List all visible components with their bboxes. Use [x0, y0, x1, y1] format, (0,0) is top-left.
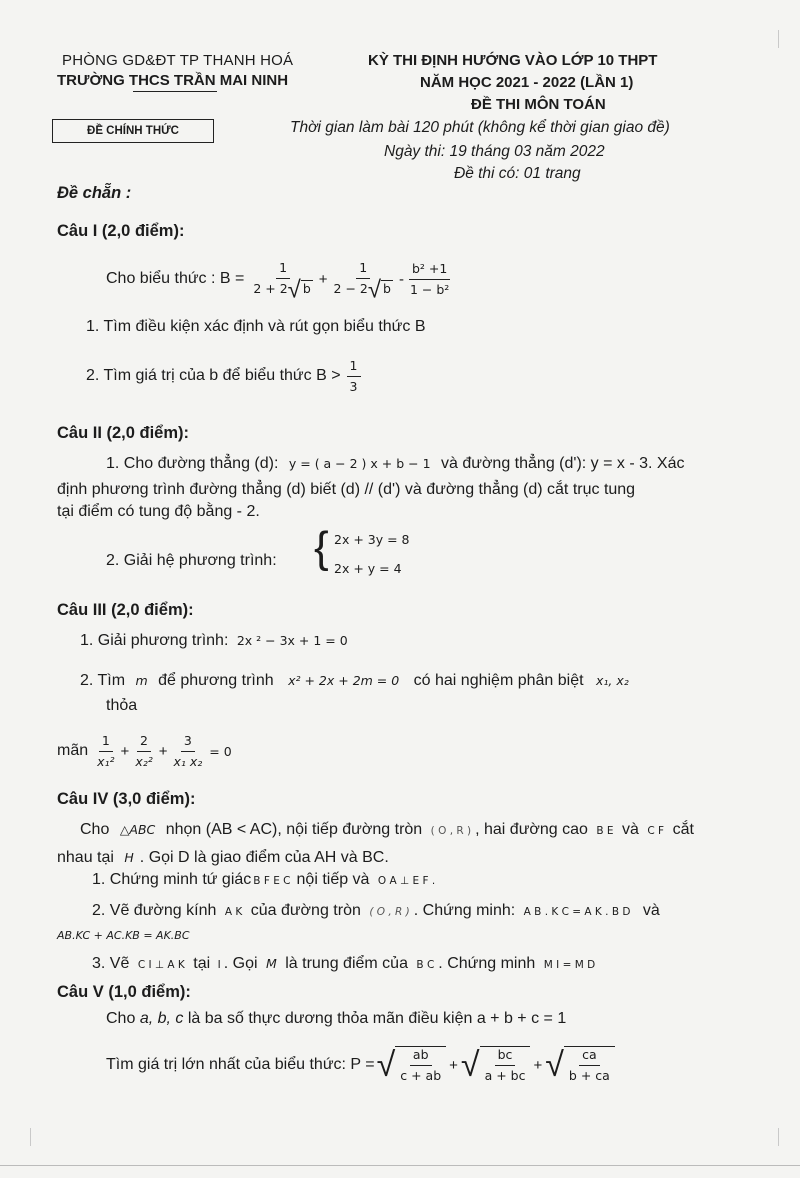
brace-icon: {: [314, 523, 329, 572]
q3-part2: [80, 672, 629, 690]
q4-l1-circle: ( O , R ): [430, 825, 472, 837]
q1-part2-text: 2. Tìm giá trị của b để biểu thức B >: [86, 367, 341, 384]
sqrt-icon: √: [376, 1045, 396, 1084]
q3-c3-num: 3: [181, 733, 195, 752]
q2-p1-eq: y = ( a − 2 ) x + b − 1: [288, 456, 431, 471]
q3-p1-eq: 2x ² − 3x + 1 = 0: [236, 633, 348, 648]
page-corner-mark: [760, 30, 779, 48]
exam-date: Ngày thi: 19 tháng 03 năm 2022: [384, 143, 605, 160]
q5-s1-num: ab: [410, 1047, 432, 1066]
q1-f3-num: b² +1: [409, 261, 450, 280]
q4-p3-c: . Gọi: [223, 955, 258, 972]
q4-part2-line1: [92, 902, 660, 920]
q1-f1-rad: b: [302, 281, 311, 297]
q1-part2: [86, 355, 361, 397]
q2-p1-a: 1. Cho đường thẳng (d):: [106, 455, 279, 472]
q1-intro: Cho biểu thức : B =: [106, 270, 245, 287]
q5-plus-2: +: [533, 1056, 543, 1074]
q4-p3-m: M: [265, 956, 277, 971]
q4-p2-d: và: [642, 902, 660, 919]
school-year: NĂM HỌC 2021 - 2022 (LẦN 1): [420, 74, 634, 91]
q1-f2-rad: b: [383, 281, 391, 297]
q5-s1-den: c + ab: [400, 1068, 442, 1083]
q4-line1: [80, 821, 694, 839]
q5-root-1: [395, 1046, 446, 1084]
q1-fraction-2: [331, 260, 396, 304]
q5-l2: Tìm giá trị lớn nhất của biểu thức: P =: [106, 1056, 375, 1073]
q2-part1-line2: định phương trình đường thẳng (d) biết (d) // (d') và đường thẳng (d) cắt trục tung: [57, 481, 636, 498]
q2-system-eq2: 2x + y = 4: [334, 561, 402, 576]
page-bottom-rule: [0, 1165, 800, 1166]
q5-s2-den: a + bc: [484, 1068, 526, 1083]
q3-cond-frac-2: [132, 733, 155, 770]
school-name: TRƯỜNG THCS TRẦN MAI NINH: [57, 72, 289, 89]
sqrt-icon: √: [287, 275, 301, 304]
q3-p2-b: để phương trình: [158, 672, 274, 689]
q5-title: Câu V (1,0 điểm):: [57, 983, 191, 1001]
q3-p2-c: có hai nghiệm phân biệt: [413, 672, 584, 689]
department-name: PHÒNG GD&ĐT TP THANH HOÁ: [62, 52, 294, 69]
exam-name: KỲ THI ĐỊNH HƯỚNG VÀO LỚP 10 THPT: [368, 52, 658, 69]
q4-l2-h: H: [124, 850, 134, 865]
q4-l1-triangle: △ABC: [119, 822, 156, 837]
q3-c2-den: x₂²: [135, 753, 153, 769]
q1-part1: 1. Tìm điều kiện xác định và rút gọn biểu thức B: [86, 318, 426, 335]
q5-l1-a: Cho: [106, 1010, 136, 1027]
page-corner-mark: [30, 1128, 49, 1146]
q3-c2-num: 2: [137, 733, 151, 752]
q3-cond-frac-3: [171, 733, 206, 770]
q2-part2: 2. Giải hệ phương trình:: [106, 552, 277, 569]
q3-part1: [80, 632, 348, 650]
q4-l2-b: . Gọi D là giao điểm của AH và BC.: [139, 849, 389, 866]
q4-l1-c: , hai đường cao: [475, 821, 588, 838]
q1-plus: +: [318, 270, 328, 288]
q5-l1-b: là ba số thực dương thỏa mãn điều kiện a + b + c = 1: [187, 1010, 567, 1027]
q4-p2-a: 2. Vẽ đường kính: [92, 902, 217, 919]
q3-title: Câu III (2,0 điểm):: [57, 601, 194, 619]
q2-system-eq1: 2x + 3y = 8: [334, 532, 410, 547]
q5-s3-den: b + ca: [568, 1068, 610, 1083]
q1-p2-den: 3: [349, 378, 358, 394]
q4-p3-e: . Chứng minh: [438, 955, 536, 972]
q1-expression: [106, 252, 452, 306]
q1-f2-num: 1: [356, 260, 370, 279]
q4-p3-a: 3. Vẽ: [92, 955, 130, 972]
q5-s2-num: bc: [495, 1047, 516, 1066]
q3-c1-num: 1: [99, 733, 113, 752]
q1-fraction-1: [250, 260, 315, 304]
q4-p2-eq1: A B . K C = A K . B D: [523, 906, 631, 918]
q4-p3-eq: M I = M D: [543, 959, 596, 971]
q4-l1-b: nhọn (AB < AC), nội tiếp đường tròn: [165, 821, 423, 838]
q3-p2-m: m: [135, 673, 148, 688]
q1-title: Câu I (2,0 điểm):: [57, 222, 185, 240]
q5-root-3: [564, 1046, 615, 1084]
q4-p2-eq2: AB.KC + AC.KB = AK.BC: [57, 929, 190, 942]
q4-l1-a: Cho: [80, 821, 110, 838]
sqrt-icon: √: [545, 1045, 564, 1084]
q1-f1-den: 2 + 2: [253, 281, 288, 297]
q4-l1-e: cắt: [672, 821, 694, 838]
q4-title: Câu IV (3,0 điểm):: [57, 790, 196, 808]
q4-p2-ak: A K: [224, 906, 243, 918]
q4-p2-b: của đường tròn: [250, 902, 361, 919]
q4-l1-d: và: [622, 821, 639, 838]
q4-part3: [92, 955, 595, 973]
q4-p3-bc: B C: [416, 959, 435, 971]
q3-condition: [57, 725, 232, 777]
q4-line2: [57, 849, 389, 867]
q4-p1-quad: B F E C: [253, 875, 291, 887]
q4-p1-a: 1. Chứng minh tứ giác: [92, 871, 252, 888]
q3-cond-mann: mãn: [57, 742, 89, 759]
q3-c1-den: x₁²: [97, 753, 115, 769]
q2-p1-b: và đường thẳng (d'): y = x - 3. Xác: [440, 455, 685, 472]
q3-p2-a: 2. Tìm: [80, 672, 126, 689]
q3-p2-thoa: thỏa: [106, 697, 138, 714]
exam-subject: ĐỀ THI MÔN TOÁN: [471, 96, 606, 113]
q3-cond-plus-2: +: [158, 742, 168, 760]
page-corner-mark: [760, 1128, 779, 1146]
q4-l1-be: B E: [596, 825, 614, 837]
q2-part1-line3: tại điểm có tung độ bằng - 2.: [57, 503, 260, 520]
q1-f2-den: 2 − 2: [333, 281, 368, 297]
q3-p2-eq: x² + 2x + 2m = 0: [288, 673, 400, 688]
q4-p3-d: là trung điểm của: [285, 955, 408, 972]
sqrt-icon: √: [367, 275, 382, 304]
q5-root-2: [480, 1046, 531, 1084]
official-badge: ĐỀ CHÍNH THỨC: [52, 119, 214, 143]
q3-p2-roots: x₁, x₂: [596, 673, 629, 688]
q1-minus: -: [398, 270, 404, 288]
q1-f3-den: 1 − b²: [409, 281, 450, 297]
q4-p2-c: . Chứng minh:: [413, 902, 516, 919]
q1-p2-num: 1: [347, 358, 361, 377]
q3-p1-text: 1. Giải phương trình:: [80, 632, 229, 649]
q2-part1-line1: [106, 455, 684, 473]
q1-part2-fraction: [347, 358, 361, 395]
q4-p1-b: nội tiếp và: [296, 871, 370, 888]
q3-cond-end: = 0: [209, 743, 232, 759]
even-label: Đề chẵn :: [57, 184, 132, 202]
page-count: Đề thi có: 01 trang: [454, 165, 581, 182]
q4-p3-i: I: [217, 959, 221, 971]
q5-expression: [106, 1036, 615, 1094]
q5-l1-vars: a, b, c: [139, 1010, 184, 1027]
school-underline: [133, 91, 217, 92]
q1-f1-num: 1: [276, 260, 290, 279]
q4-l1-cf: C F: [647, 825, 665, 837]
q5-s3-num: ca: [579, 1047, 600, 1066]
q4-p3-b: tại: [193, 955, 211, 972]
q3-cond-frac-1: [94, 733, 117, 770]
q4-part1: [92, 871, 435, 889]
exam-duration: Thời gian làm bài 120 phút (không kể thời gian giao đề): [290, 119, 670, 136]
q3-cond-plus-1: +: [120, 742, 130, 760]
q1-fraction-3: [407, 261, 452, 298]
q2-title: Câu II (2,0 điểm):: [57, 424, 190, 442]
q4-l2-a: nhau tại: [57, 849, 114, 866]
q4-p1-perp: O A ⊥ E F .: [377, 875, 436, 887]
q4-p3-perp: C I ⊥ A K: [137, 959, 185, 971]
q5-line1: [106, 1010, 566, 1028]
q3-c3-den: x₁ x₂: [173, 753, 203, 769]
q5-plus-1: +: [449, 1056, 458, 1074]
q4-p2-circle: ( O , R ): [369, 906, 410, 918]
sqrt-icon: √: [460, 1045, 480, 1084]
